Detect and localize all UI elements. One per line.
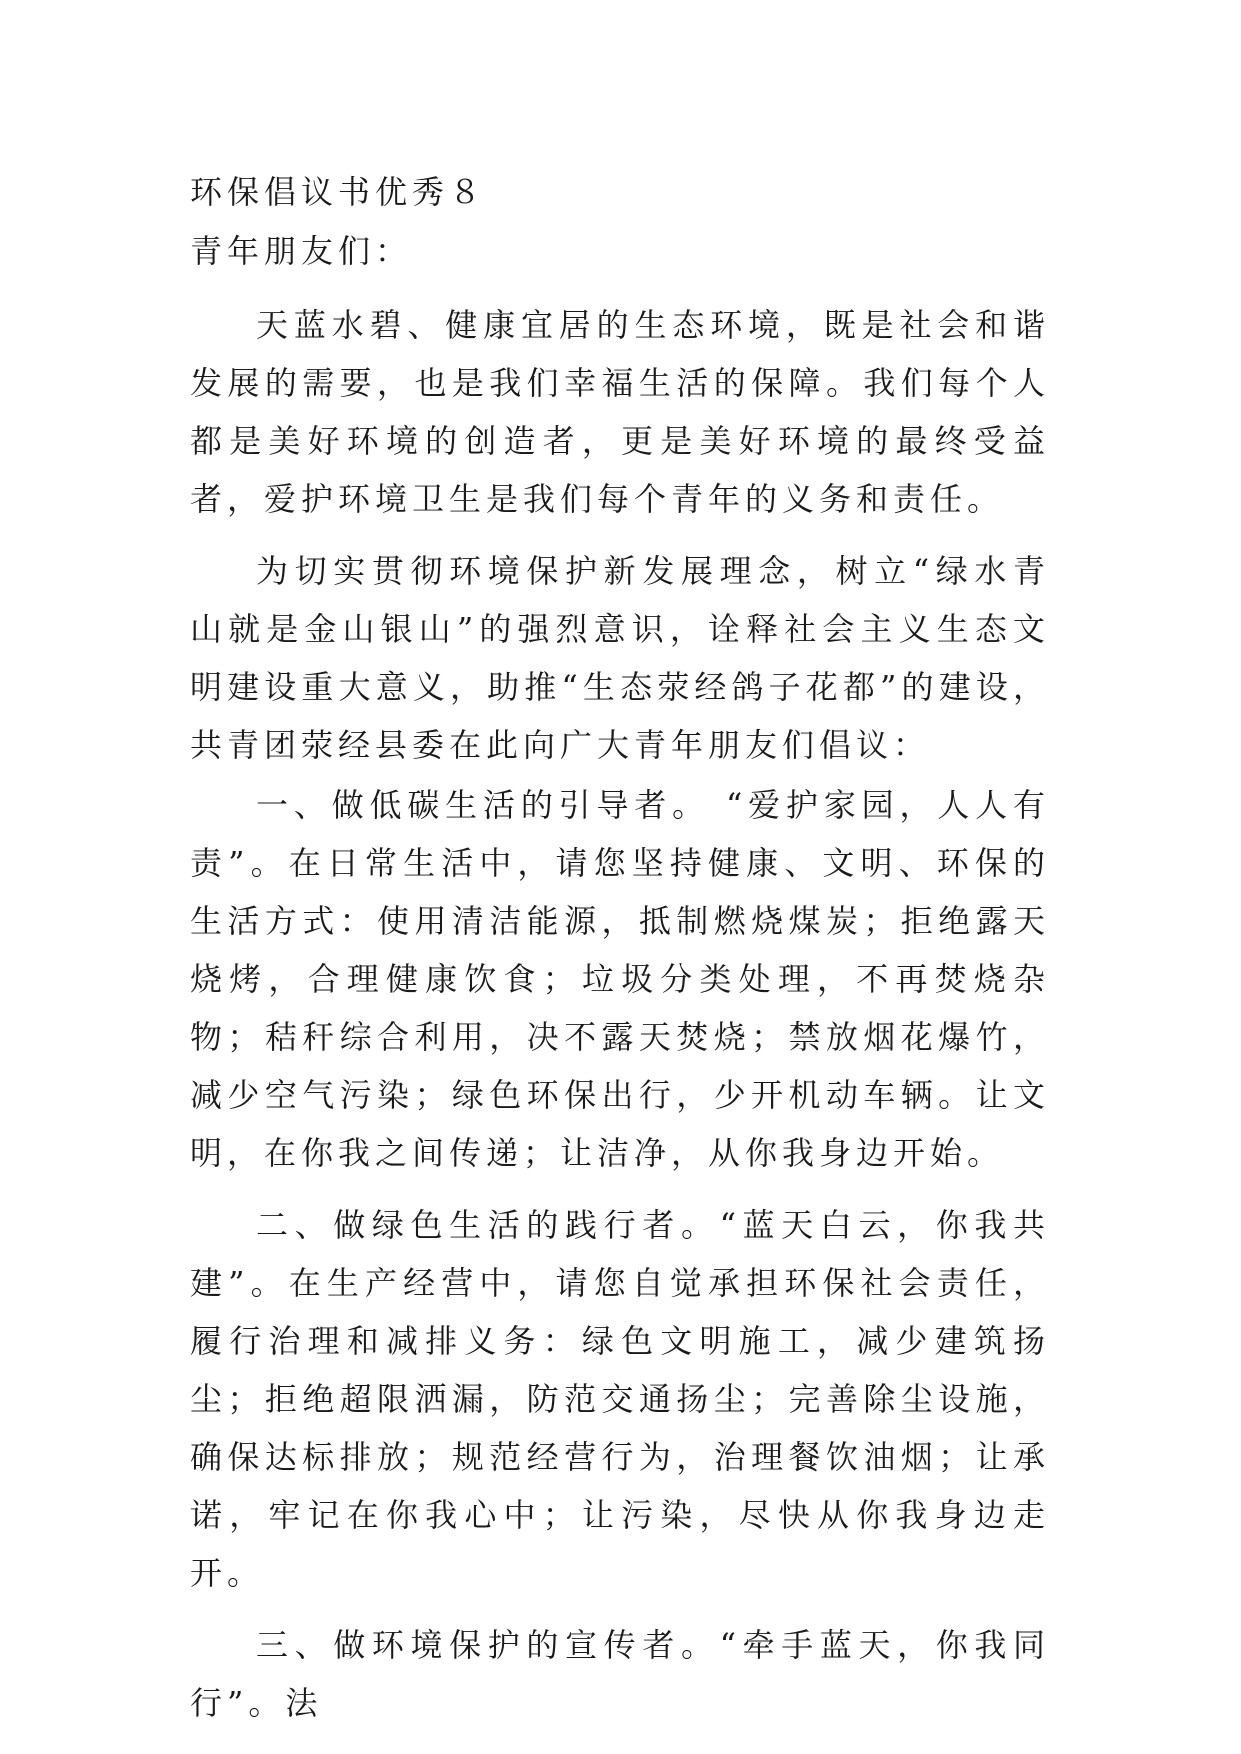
paragraph-item-2: 二、做绿色生活的践行者。“蓝天白云，你我共建”。在生产经营中，请您自觉承担环保社会责任，履行治理和减排义务：绿色文明施工，减少建筑扬尘；拒绝超限洒漏，防范交通扬尘；完善除尘设施，确保达标排放；规范经营行为，治理餐饮油烟；让承诺，牢记在你我心中；让污染，尽快从你我身边走开。 <box>190 1206 1050 1592</box>
salutation: 青年朋友们： <box>190 232 413 270</box>
document-body <box>190 162 1050 1732</box>
paragraph-intro: 天蓝水碧、健康宜居的生态环境，既是社会和谐发展的需要，也是我们幸福生活的保障。我们每个人都是美好环境的创造者，更是美好环境的最终受益者，爱护环境卫生是我们每个青年的义务和责任。 <box>190 306 1050 518</box>
paragraph-item-1: 一、做低碳生活的引导者。 “爱护家园，人人有责”。在日常生活中，请您坚持健康、文明、环保的生活方式：使用清洁能源，抵制燃烧煤炭；拒绝露天烧烤，合理健康饮食；垃圾分类处理，不再焚烧杂物；秸秆综合利用，决不露天焚烧；禁放烟花爆竹，减少空气污染；绿色环保出行，少开机动车辆。让文明，在你我之间传递；让洁净，从你我身边开始。 <box>190 786 1050 1172</box>
document-title: 环保倡议书优秀８ <box>190 173 487 211</box>
paragraph-purpose: 为切实贯彻环境保护新发展理念，树立“绿水青山就是金山银山”的强烈意识，诠释社会主义生态文明建设重大意义，助推“生态荥经鸽子花都”的建设，共青团荥经县委在此向广大青年朋友们倡议： <box>190 552 1050 764</box>
paragraph-item-3: 三、做环境保护的宣传者。“牵手蓝天，你我同行”。法 <box>190 1626 1050 1722</box>
